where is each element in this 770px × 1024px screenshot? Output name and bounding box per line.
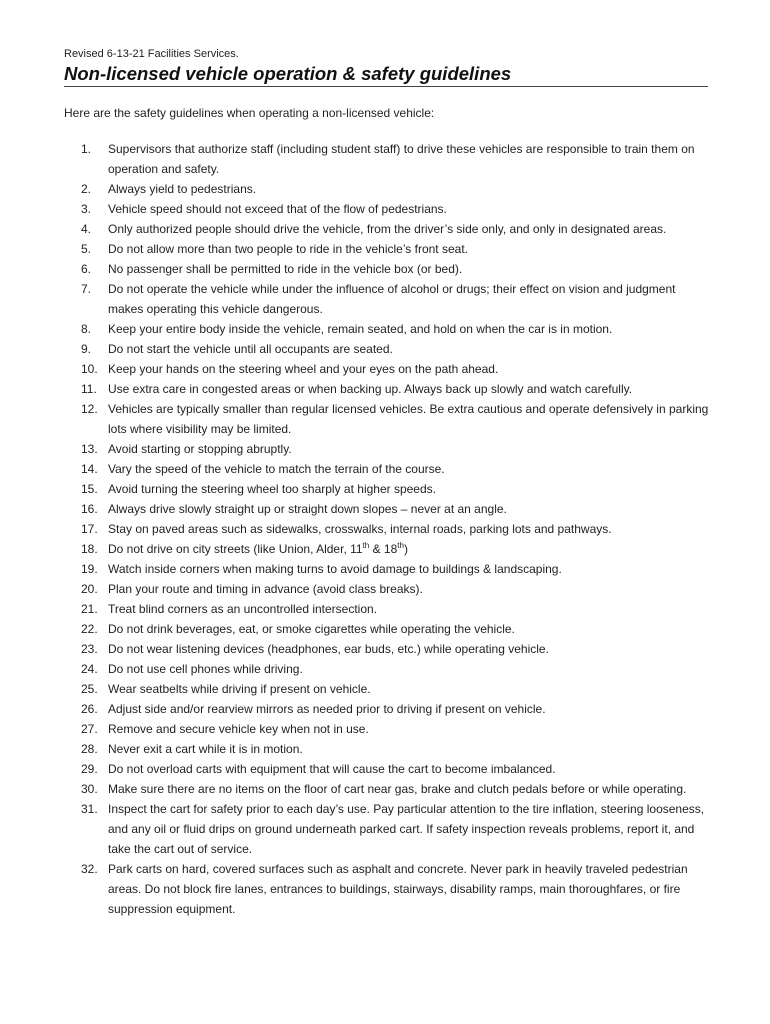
guideline-text: Avoid turning the steering wheel too sharply at higher speeds. [108,482,436,496]
guideline-number: 29. [81,762,98,776]
guideline-item [64,619,712,639]
guideline-number: 12. [81,402,98,416]
guideline-text: Always drive slowly straight up or straight down slopes – never at an angle. [108,502,507,516]
guideline-text: Avoid starting or stopping abruptly. [108,442,292,456]
guideline-item [64,599,712,619]
guideline-text: Park carts on hard, covered surfaces such as asphalt and concrete. Never park in heavily traveled pedestrian areas. Do not block fire lanes, entrances to buildings, stairways, disability ramps, main thoroughfares, or fire suppression equipment. [108,862,688,916]
guideline-item [64,759,712,779]
intro-text: Here are the safety guidelines when operating a non-licensed vehicle: [64,106,435,120]
guideline-number: 21. [81,602,98,616]
guideline-item [64,239,712,259]
guideline-text: Do not drink beverages, eat, or smoke cigarettes while operating the vehicle. [108,622,515,636]
guideline-item [64,319,712,339]
guideline-number: 17. [81,522,98,536]
guideline-item [64,199,712,219]
guideline-number: 8. [81,322,92,336]
guideline-text: Adjust side and/or rearview mirrors as needed prior to driving if present on vehicle. [108,702,546,716]
guideline-item [64,519,712,539]
guideline-number: 23. [81,642,98,656]
guideline-number: 1. [81,142,92,156]
guideline-item [64,359,712,379]
guideline-item [64,679,712,699]
guideline-text [108,539,712,559]
guideline-item [64,739,712,759]
guideline-item [64,399,712,439]
guideline-text: Vehicle speed should not exceed that of the flow of pedestrians. [108,202,447,216]
guideline-text: Always yield to pedestrians. [108,182,257,196]
guideline-text: Stay on paved areas such as sidewalks, crosswalks, internal roads, parking lots and pathways. [108,522,612,536]
ordinal-superscript: th [362,541,370,550]
guideline-item [64,719,712,739]
guidelines-list [64,139,712,919]
guideline-number: 25. [81,682,98,696]
guideline-item [64,339,712,359]
guideline-item [64,499,712,519]
title-underline [64,86,708,87]
guideline-item [64,479,712,499]
guideline-item [64,279,712,319]
guideline-item [64,219,712,239]
guideline-number: 20. [81,582,98,596]
guideline-number: 7. [81,282,92,296]
guideline-number: 10. [81,362,98,376]
guideline-item [64,259,712,279]
guideline-text: Do not wear listening devices (headphones, ear buds, etc.) while operating vehicle. [108,642,549,656]
guideline-number: 5. [81,242,92,256]
guideline-number: 3. [81,202,92,216]
guideline-item [64,579,712,599]
guideline-number: 27. [81,722,98,736]
guideline-number: 31. [81,802,98,816]
guideline-item [64,439,712,459]
guideline-text: Inspect the cart for safety prior to each day’s use. Pay particular attention to the tire inflation, steering looseness, and any oil or fluid drips on ground underneath parked cart. If safety inspection reveals problems, report it, and take the cart out of service. [108,802,705,856]
guideline-text: Never exit a cart while it is in motion. [108,742,303,756]
guideline-text: Supervisors that authorize staff (including student staff) to drive these vehicles are responsible to train them on operation and safety. [108,142,695,176]
guideline-number: 32. [81,862,98,876]
guideline-item [64,139,712,179]
guideline-text: Wear seatbelts while driving if present on vehicle. [108,682,371,696]
guideline-item [64,859,712,919]
guideline-text: Do not overload carts with equipment that will cause the cart to become imbalanced. [108,762,556,776]
guideline-item [64,539,712,559]
guideline-text: Do not use cell phones while driving. [108,662,303,676]
guideline-text: Do not start the vehicle until all occupants are seated. [108,342,393,356]
ordinal-superscript: th [397,541,404,550]
guideline-text: Keep your entire body inside the vehicle, remain seated, and hold on when the car is in motion. [108,322,613,336]
guideline-text: Watch inside corners when making turns to avoid damage to buildings & landscaping. [108,562,562,576]
guideline-text: Keep your hands on the steering wheel and your eyes on the path ahead. [108,362,499,376]
guideline-number: 19. [81,562,98,576]
guideline-text: Treat blind corners as an uncontrolled intersection. [108,602,378,616]
guideline-number: 24. [81,662,98,676]
guideline-number: 13. [81,442,98,456]
guideline-text: Vehicles are typically smaller than regular licensed vehicles. Be extra cautious and operate defensively in parking lots where visibility may be limited. [108,402,709,436]
guideline-number: 9. [81,342,92,356]
guideline-item [64,699,712,719]
revision-note: Revised 6-13-21 Facilities Services. [64,48,239,60]
guideline-number: 14. [81,462,98,476]
guideline-number: 26. [81,702,98,716]
guideline-text: Do not operate the vehicle while under the influence of alcohol or drugs; their effect on vision and judgment makes operating this vehicle dangerous. [108,282,676,316]
guideline-number: 6. [81,262,92,276]
guideline-number: 28. [81,742,98,756]
guideline-text-part: Do not drive on city streets (like Union, Alder, 11 [108,542,363,556]
guideline-text-part: & 18 [369,542,398,556]
guideline-number: 30. [81,782,98,796]
guideline-text-part: ) [403,542,408,556]
guideline-number: 18. [81,542,98,556]
guideline-number: 2. [81,182,92,196]
guideline-item [64,799,712,859]
guideline-item [64,779,712,799]
guideline-text: Remove and secure vehicle key when not in use. [108,722,369,736]
guideline-number: 11. [81,382,97,396]
guideline-text: Plan your route and timing in advance (avoid class breaks). [108,582,423,596]
guideline-number: 4. [81,222,92,236]
page-title: Non-licensed vehicle operation & safety guidelines [64,63,512,84]
guideline-item [64,659,712,679]
guideline-text: Vary the speed of the vehicle to match the terrain of the course. [108,462,445,476]
guideline-text: Do not allow more than two people to ride in the vehicle’s front seat. [108,242,468,256]
guideline-number: 15. [81,482,98,496]
guideline-text: Make sure there are no items on the floor of cart near gas, brake and clutch pedals before or while operating. [108,782,687,796]
guideline-item [64,379,712,399]
guideline-number: 22. [81,622,98,636]
guideline-item [64,639,712,659]
guideline-text: No passenger shall be permitted to ride in the vehicle box (or bed). [108,262,463,276]
guideline-item [64,459,712,479]
guideline-text: Only authorized people should drive the vehicle, from the driver’s side only, and only in designated areas. [108,222,667,236]
guideline-text: Use extra care in congested areas or when backing up. Always back up slowly and watch carefully. [108,382,633,396]
guideline-item [64,559,712,579]
guideline-item [64,179,712,199]
guideline-number: 16. [81,502,98,516]
